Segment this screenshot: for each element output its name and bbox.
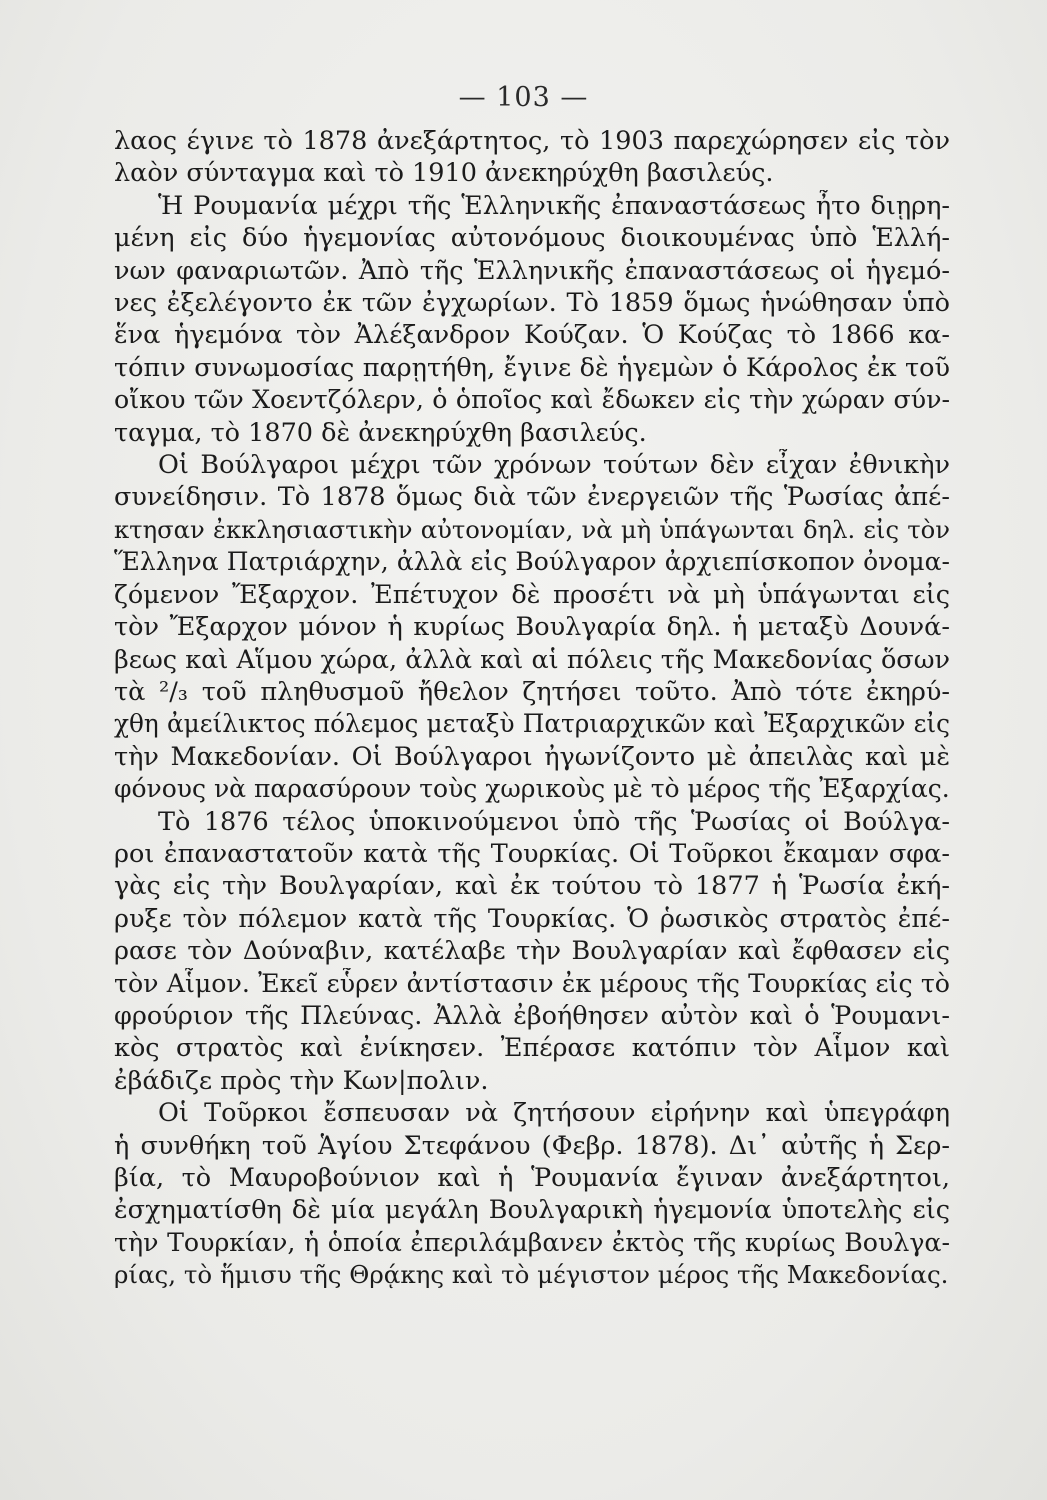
text-line: κὸς στρατὸς καὶ ἐνίκησεν. Ἐπέρασε κατόπιν τὸν Αἷμον καὶ xyxy=(114,1033,950,1064)
text-line: ἐσχηματίσθη δὲ μία μεγάλη Βουλγαρικὴ ἡγεμονία ὑποτελὴς εἰς xyxy=(114,1195,950,1226)
text-line: ταγμα, τὸ 1870 δὲ ἀνεκηρύχθη βασιλεύς. xyxy=(114,417,647,448)
text-line: γὰς εἰς τὴν Βουλγαρίαν, καὶ ἐκ τούτου τὸ 1877 ἡ Ῥωσία ἐκή- xyxy=(114,871,950,902)
text-line: τὸν Ἔξαρχον μόνον ἡ κυρίως Βουλγαρία δηλ. ἡ μεταξὺ Δουνά- xyxy=(114,612,950,643)
text-line: λαὸν σύνταγμα καὶ τὸ 1910 ἀνεκηρύχθη βασιλεύς. xyxy=(114,158,774,189)
text-line: Οἱ Βούλγαροι μέχρι τῶν χρόνων τούτων δὲν εἶχαν ἐθνικὴν xyxy=(158,450,950,481)
text-line: Ἡ Ρουμανία μέχρι τῆς Ἑλληνικῆς ἐπαναστάσεως ἦτο διῃρη- xyxy=(158,190,950,221)
text-line: ἡ συνθήκη τοῦ Ἁγίου Στεφάνου (Φεβρ. 1878). Δι᾿ αὐτῆς ἡ Σερ- xyxy=(114,1130,950,1161)
text-line: ρασε τὸν Δούναβιν, κατέλαβε τὴν Βουλγαρίαν καὶ ἔφθασεν εἰς xyxy=(114,936,950,967)
text-line: τὸν Αἷμον. Ἐκεῖ εὗρεν ἀντίστασιν ἐκ μέρους τῆς Τουρκίας εἰς τὸ xyxy=(114,968,950,998)
text-line: φρούριον τῆς Πλεύνας. Ἀλλὰ ἐβοήθησεν αὐτὸν καὶ ὁ Ῥουμανι- xyxy=(114,1000,950,1031)
text-line: ἕνα ἡγεμόνα τὸν Ἀλέξανδρον Κούζαν. Ὁ Κούζας τὸ 1866 κα- xyxy=(114,320,950,351)
text-line: βία, τὸ Μαυροβούνιον καὶ ἡ Ῥουμανία ἔγιναν ἀνεξάρτητοι, xyxy=(114,1163,950,1193)
text-line: κτησαν ἐκκλησιαστικὴν αὐτονομίαν, νὰ μὴ ὑπάγωνται δηλ. εἰς τὸν xyxy=(114,514,950,544)
text-line: ζόμενον Ἔξαρχον. Ἐπέτυχον δὲ προσέτι νὰ μὴ ὑπάγωνται εἰς xyxy=(114,579,950,610)
text-line: νων φαναριωτῶν. Ἀπὸ τῆς Ἑλληνικῆς ἐπαναστάσεως οἱ ἡγεμό- xyxy=(114,255,950,286)
text-line: συνείδησιν. Τὸ 1878 ὅμως διὰ τῶν ἐνεργειῶν τῆς Ῥωσίας ἀπέ- xyxy=(114,482,950,513)
text-line: ρίας, τὸ ἥμισυ τῆς Θρᾴκης καὶ τὸ μέγιστον μέρος τῆς Μακεδονίας. xyxy=(114,1260,949,1290)
text-line: φόνους νὰ παρασύρουν τοὺς χωρικοὺς μὲ τὸ μέρος τῆς Ἐξαρχίας. xyxy=(114,774,950,804)
text-line: λαος έγινε τὸ 1878 ἀνεξάρτητος, τὸ 1903 παρεχώρησεν εἰς τὸν xyxy=(114,126,950,156)
text-line: τὰ ²/₃ τοῦ πληθυσμοῦ ἤθελον ζητήσει τοῦτο. Ἀπὸ τότε ἐκηρύ- xyxy=(114,676,950,707)
text-line: Οἱ Τοῦρκοι ἔσπευσαν νὰ ζητήσουν εἰρήνην καὶ ὑπεγράφη xyxy=(158,1098,950,1129)
text-line: οἴκου τῶν Χοεντζόλερν, ὁ ὁποῖος καὶ ἔδωκεν εἰς τὴν χώραν σύν- xyxy=(114,385,950,415)
text-line: ἐβάδιζε πρὸς τὴν Κων|πολιν. xyxy=(114,1065,489,1096)
text-line: τὴν Μακεδονίαν. Οἱ Βούλγαροι ἠγωνίζοντο μὲ ἀπειλὰς καὶ μὲ xyxy=(114,741,950,772)
text-line: χθη ἀμείλικτος πόλεμος μεταξὺ Πατριαρχικῶν καὶ Ἐξαρχικῶν εἰς xyxy=(114,709,950,739)
text-line: ροι ἐπαναστατοῦν κατὰ τῆς Τουρκίας. Οἱ Τοῦρκοι ἔκαμαν σφα- xyxy=(114,838,950,869)
text-line: Ἕλληνα Πατριάρχην, ἀλλὰ εἰς Βούλγαρον ἀρχιεπίσκοπον ὀνομα- xyxy=(114,547,950,577)
page-number: — 103 — xyxy=(458,82,589,113)
text-line: βεως καὶ Αἵμου χώρα, ἀλλὰ καὶ αἱ πόλεις τῆς Μακεδονίας ὅσων xyxy=(114,644,950,675)
text-line: ρυξε τὸν πόλεμον κατὰ τῆς Τουρκίας. Ὁ ῥωσικὸς στρατὸς ἐπέ- xyxy=(114,903,950,934)
text-line: τόπιν συνωμοσίας παρῃτήθη, ἔγινε δὲ ἡγεμὼν ὁ Κάρολος ἐκ τοῦ xyxy=(114,352,950,383)
text-line: τὴν Τουρκίαν, ἡ ὁποία ἐπεριλάμβανεν ἐκτὸς τῆς κυρίως Βουλγα- xyxy=(114,1227,950,1257)
text-line: νες ἐξελέγοντο ἐκ τῶν ἐγχωρίων. Τὸ 1859 ὅμως ἡνώθησαν ὑπὸ xyxy=(114,288,950,319)
text-line: μένη εἰς δύο ἡγεμονίας αὐτονόμους διοικουμένας ὑπὸ Ἑλλή- xyxy=(114,223,950,254)
text-line: Τὸ 1876 τέλος ὑποκινούμενοι ὑπὸ τῆς Ῥωσίας οἱ Βούλγα- xyxy=(158,806,950,837)
body-text xyxy=(114,125,950,1292)
